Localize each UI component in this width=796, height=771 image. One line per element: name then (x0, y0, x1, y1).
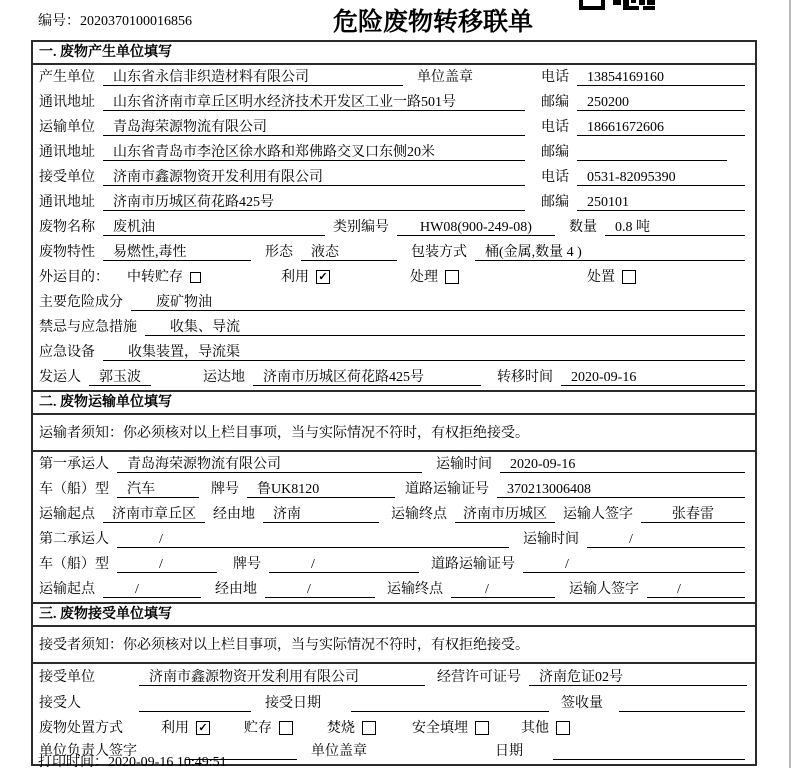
date-value (553, 743, 745, 760)
waste-character-label: 废物特性 (39, 245, 95, 260)
disposal-checkbox-use: ✓ (196, 721, 210, 735)
emergency-equipment-row (33, 340, 755, 365)
purpose-checkbox-dispose (622, 270, 636, 284)
route1-end-value: 济南市历城区 (455, 506, 555, 523)
transporter-zip-label: 邮编 (541, 145, 569, 160)
vehicle2-row (33, 552, 755, 577)
disposal-checkbox-store (279, 721, 293, 735)
purpose-option-use-label: 利用 (281, 270, 309, 285)
route1-sign-value: 张春雷 (641, 506, 745, 523)
signed-qty-label: 签收量 (561, 696, 603, 711)
transporter-phone-value: 18661672606 (577, 119, 745, 136)
receiver-address-row (33, 190, 755, 215)
disposal-row (33, 716, 755, 741)
carrier1-value: 青岛海荣源物流有限公司 (117, 456, 422, 473)
receiver-unit-row (33, 165, 755, 190)
disposal-option-store (244, 720, 293, 737)
route2-row (33, 577, 755, 602)
sender-value: 郭玉波 (89, 369, 151, 386)
purpose-checkbox-transfer (190, 272, 201, 283)
purpose-label: 外运目的： (39, 270, 109, 285)
purpose-option-treat-label: 处理 (410, 270, 438, 285)
transporter-phone-label: 电话 (541, 120, 569, 135)
vehicle1-row (33, 477, 755, 502)
hazard-value: 废矿物油 (131, 294, 745, 311)
waste-character-value: 易燃性,毒性 (103, 244, 251, 261)
unit-seal2-label: 单位盖章 (311, 744, 367, 759)
disposal-option-other (521, 720, 570, 737)
waste-character-row (33, 240, 755, 265)
hazard-row (33, 290, 755, 315)
manifest-form (31, 40, 757, 766)
carrier2-time-label: 运输时间 (523, 532, 579, 547)
print-time (38, 751, 227, 771)
waste-name-value: 废机油 (103, 219, 325, 236)
emergency-equipment-label: 应急设备 (39, 345, 95, 360)
emergency-measures-label: 禁忌与应急措施 (39, 320, 137, 335)
vehicle1-type-label: 车（船）型 (39, 482, 109, 497)
section1-header: 一. 废物产生单位填写 (33, 42, 755, 65)
waste-form-label: 形态 (265, 245, 293, 260)
waste-qty-value: 0.8 吨 (605, 219, 745, 236)
waste-name-label: 废物名称 (39, 220, 95, 235)
purpose-option-transfer (127, 269, 201, 286)
purpose-option-transfer-label: 中转贮存 (127, 270, 183, 285)
producer-label: 产生单位 (39, 70, 95, 85)
producer-address-value: 山东省济南市章丘区明水经济技术开发区工业一路501号 (103, 94, 525, 111)
carrier2-time-value: / (587, 531, 745, 548)
emergency-equipment-value: 收集装置，导流渠 (103, 344, 745, 361)
accept-unit-value: 济南市鑫源物资开发利用有限公司 (139, 669, 425, 686)
disposal-label: 废物处置方式 (39, 721, 123, 736)
vehicle1-cert-value: 370213006408 (497, 481, 745, 498)
transporter-zip-value (577, 144, 727, 161)
carrier1-row (33, 452, 755, 477)
route1-origin-value: 济南市章丘区 (103, 506, 205, 523)
accept-person-value (139, 695, 251, 712)
transporter-value: 青岛海荣源物流有限公司 (103, 119, 525, 136)
qr-code-fragment (579, 0, 657, 10)
waste-form-value: 液态 (301, 244, 397, 261)
disposal-option-use-label: 利用 (161, 721, 189, 736)
route2-origin-value: / (103, 581, 201, 598)
producer-zip-value: 250200 (577, 94, 745, 111)
route1-row (33, 502, 755, 527)
waste-category-label: 类别编号 (333, 220, 389, 235)
section2-header: 二. 废物运输单位填写 (33, 390, 755, 415)
disposal-option-landfill (412, 720, 489, 737)
vehicle2-type-value: / (117, 556, 217, 573)
accept-person-label: 接受人 (39, 696, 81, 711)
receiver-phone-value: 0531-82095390 (577, 169, 745, 186)
disposal-option-use (161, 720, 210, 737)
print-time-value: 2020-09-16 10:49:51 (108, 755, 227, 770)
carrier1-time-label: 运输时间 (436, 457, 492, 472)
route2-via-value: / (265, 581, 375, 598)
carrier2-label: 第二承运人 (39, 532, 109, 547)
purpose-checkbox-treat (445, 270, 459, 284)
receiver-notice: 接受者须知：你必须核对以上栏目事项，当与实际情况不符时，有权拒绝接受。 (33, 627, 755, 664)
route1-via-label: 经由地 (213, 507, 255, 522)
disposal-option-other-label: 其他 (521, 721, 549, 736)
accept-unit-row (33, 664, 755, 690)
route2-end-label: 运输终点 (387, 582, 443, 597)
transporter-row (33, 115, 755, 140)
receiver-zip-value: 250101 (577, 194, 745, 211)
vehicle2-type-label: 车（船）型 (39, 557, 109, 572)
transporter-address-row (33, 140, 755, 165)
document-number-value: 2020370100016856 (80, 14, 192, 29)
section3-header: 三. 废物接受单位填写 (33, 602, 755, 627)
producer-phone-label: 电话 (541, 70, 569, 85)
route1-origin-label: 运输起点 (39, 507, 95, 522)
manager-sign-label: 单位负责人签字 (39, 744, 137, 759)
producer-row (33, 65, 755, 90)
vehicle1-type-value: 汽车 (117, 481, 199, 498)
page-title: 危险废物转移联单 (333, 9, 534, 36)
receiver-address-label: 通讯地址 (39, 195, 95, 210)
destination-label: 运达地 (203, 370, 245, 385)
page-edge-line (789, 0, 791, 768)
document-number-label: 编号： (38, 14, 80, 29)
document-number (38, 13, 192, 30)
sender-label: 发运人 (39, 370, 81, 385)
unit-seal-label: 单位盖章 (417, 70, 473, 85)
package-value: 桶(金属,数量 4 ) (475, 244, 745, 261)
emergency-measures-value: 收集、导流 (145, 319, 745, 336)
vehicle2-cert-value: / (523, 556, 745, 573)
receiver-unit-label: 接受单位 (39, 170, 95, 185)
transporter-label: 运输单位 (39, 120, 95, 135)
route2-origin-label: 运输起点 (39, 582, 95, 597)
waste-name-row (33, 215, 755, 240)
date-label: 日期 (495, 744, 523, 759)
disposal-option-store-label: 贮存 (244, 721, 272, 736)
purpose-option-treat (410, 269, 459, 286)
print-time-label: 打印时间： (38, 755, 108, 770)
carrier1-time-value: 2020-09-16 (500, 456, 745, 473)
vehicle2-plate-value: / (269, 556, 419, 573)
route2-end-value: / (451, 581, 555, 598)
producer-address-row (33, 90, 755, 115)
emergency-measures-row (33, 315, 755, 340)
accept-unit-label: 接受单位 (39, 670, 95, 685)
carrier2-value: / (117, 531, 509, 548)
vehicle1-cert-label: 道路运输证号 (405, 482, 489, 497)
destination-value: 济南市历城区荷花路425号 (253, 369, 481, 386)
producer-address-label: 通讯地址 (39, 95, 95, 110)
route2-sign-label: 运输人签字 (569, 582, 639, 597)
vehicle1-plate-value: 鲁UK8120 (247, 481, 395, 498)
receiver-unit-value: 济南市鑫源物资开发利用有限公司 (103, 169, 525, 186)
vehicle2-cert-label: 道路运输证号 (431, 557, 515, 572)
vehicle2-plate-label: 牌号 (233, 557, 261, 572)
disposal-option-landfill-label: 安全填埋 (412, 721, 468, 736)
package-label: 包装方式 (411, 245, 467, 260)
carrier1-label: 第一承运人 (39, 457, 109, 472)
producer-value: 山东省永信非织造材料有限公司 (103, 69, 403, 86)
purpose-option-dispose-label: 处置 (587, 270, 615, 285)
sender-row (33, 365, 755, 390)
waste-category-value: HW08(900-249-08) (397, 219, 555, 236)
signed-qty-value (619, 695, 745, 712)
hazard-label: 主要危险成分 (39, 295, 123, 310)
purpose-checkbox-use: ✓ (316, 270, 330, 284)
transporter-address-value: 山东省青岛市李沧区徐水路和郑佛路交叉口东侧20米 (103, 144, 525, 161)
producer-zip-label: 邮编 (541, 95, 569, 110)
license-label: 经营许可证号 (437, 670, 521, 685)
receiver-zip-label: 邮编 (541, 195, 569, 210)
waste-qty-label: 数量 (569, 220, 597, 235)
route1-end-label: 运输终点 (391, 507, 447, 522)
disposal-checkbox-other (556, 721, 570, 735)
disposal-option-burn-label: 焚烧 (327, 721, 355, 736)
purpose-option-use (281, 269, 330, 286)
purpose-row (33, 265, 755, 290)
disposal-checkbox-landfill (475, 721, 489, 735)
purpose-option-dispose (587, 269, 636, 286)
route1-sign-label: 运输人签字 (563, 507, 633, 522)
disposal-option-burn (327, 720, 376, 737)
accept-date-value (351, 695, 549, 712)
transporter-notice: 运输者须知：你必须核对以上栏目事项，当与实际情况不符时，有权拒绝接受。 (33, 415, 755, 452)
accept-date-label: 接受日期 (265, 696, 321, 711)
transfer-time-label: 转移时间 (497, 370, 553, 385)
producer-phone-value: 13854169160 (577, 69, 745, 86)
transfer-time-value: 2020-09-16 (561, 369, 745, 386)
route1-via-value: 济南 (263, 506, 379, 523)
receiver-address-value: 济南市历城区荷花路425号 (103, 194, 525, 211)
route2-via-label: 经由地 (215, 582, 257, 597)
license-value: 济南危证02号 (529, 669, 747, 686)
receiver-phone-label: 电话 (541, 170, 569, 185)
transporter-address-label: 通讯地址 (39, 145, 95, 160)
carrier2-row (33, 527, 755, 552)
vehicle1-plate-label: 牌号 (211, 482, 239, 497)
accept-person-row (33, 690, 755, 716)
disposal-checkbox-burn (362, 721, 376, 735)
route2-sign-value: / (647, 581, 745, 598)
